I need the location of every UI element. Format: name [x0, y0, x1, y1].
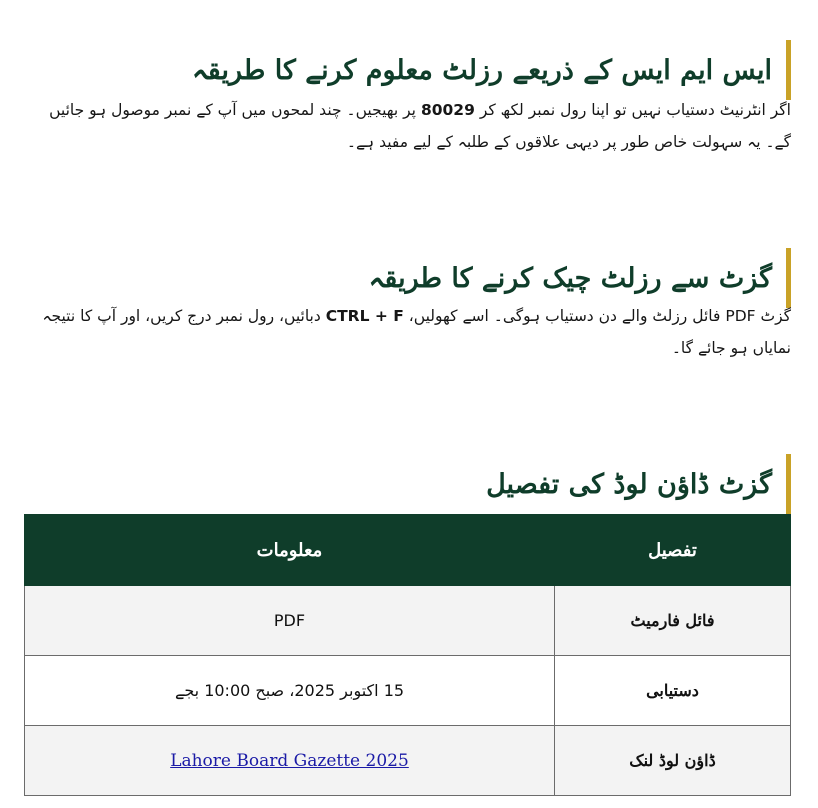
row-value-file-format: PDF — [25, 586, 555, 656]
search-shortcut: CTRL + F — [325, 307, 404, 325]
header-info: معلومات — [25, 515, 555, 586]
gazette-check-heading: گزٹ سے رزلٹ چیک کرنے کا طریقہ — [369, 248, 791, 308]
table-row — [25, 656, 791, 726]
row-value-download-link — [25, 726, 555, 796]
table-row — [25, 586, 791, 656]
sms-method-heading: ایس ایم ایس کے ذریعے رزلٹ معلوم کرنے کا طریقہ — [192, 40, 791, 100]
gazette-check-paragraph — [24, 300, 791, 364]
sms-paragraph-rest: پر بھیجیں۔ چند لمحوں میں آپ کے نمبر موصول ہو جائیں گے۔ یہ سہولت خاص طور پر دیہی علاقوں کے طلبہ کے لیے مفید ہے۔ — [49, 101, 791, 151]
row-label-availability: دستیابی — [555, 656, 791, 726]
gazette-paragraph-part1: گزٹ PDF فائل رزلٹ والے دن دستیاب ہوگی۔ اسے کھولیں، — [408, 307, 791, 325]
gazette-download-heading: گزٹ ڈاؤن لوڈ کی تفصیل — [486, 454, 791, 514]
gazette-details-table — [24, 514, 791, 796]
table-row — [25, 726, 791, 796]
sms-number: 80029 — [420, 101, 475, 119]
sms-paragraph-intro: اگر انٹرنیٹ دستیاب نہیں تو اپنا رول نمبر لکھ کر — [479, 101, 791, 119]
gazette-download-link[interactable]: Lahore Board Gazette 2025 — [170, 750, 409, 771]
gazette-paragraph-part2: دبائیں، رول نمبر درج کریں، اور آپ کا نتیجہ نمایاں ہو جائے گا۔ — [42, 307, 791, 357]
row-value-availability: 15 اکتوبر 2025، صبح 10:00 بجے — [25, 656, 555, 726]
sms-method-paragraph — [24, 94, 791, 158]
header-detail: تفصیل — [555, 515, 791, 586]
table-header-row — [25, 515, 791, 586]
row-label-file-format: فائل فارمیٹ — [555, 586, 791, 656]
row-label-download-link: ڈاؤن لوڈ لنک — [555, 726, 791, 796]
